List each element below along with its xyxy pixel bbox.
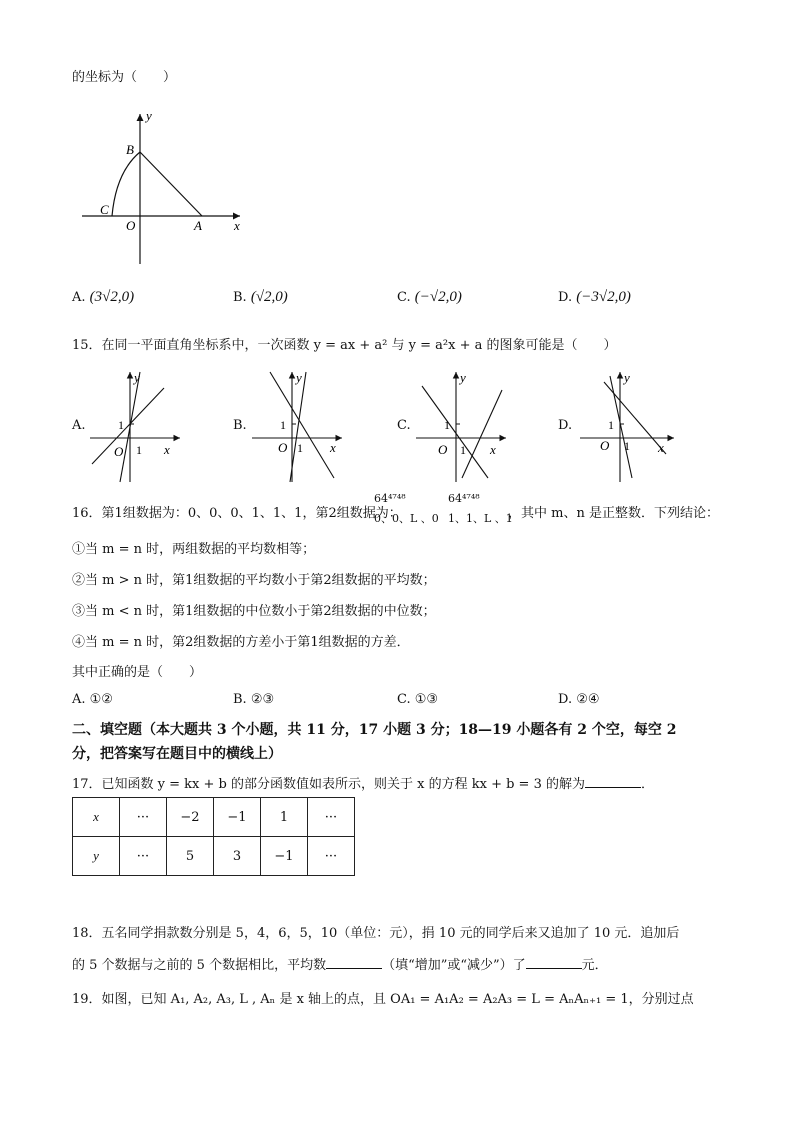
q15-option-b-label: B. <box>233 418 247 433</box>
q17-answer-blank[interactable] <box>585 775 641 788</box>
table-cell: x <box>73 798 120 837</box>
q16-data-group2: 1、1、L 、1 <box>448 512 513 525</box>
label-o: O <box>126 218 136 233</box>
table-cell: −1 <box>214 798 261 837</box>
q17-question: 17．已知函数 y = kx + b 的部分函数值如表所示，则关于 x 的方程 kx + b = 3 的解为 ． <box>72 777 654 792</box>
table-cell: 5 <box>167 837 214 876</box>
svg-text:1: 1 <box>118 418 124 432</box>
svg-text:x: x <box>490 442 496 457</box>
table-cell: ··· <box>120 837 167 876</box>
q17-value-table <box>72 797 355 876</box>
q16-data-group1: 0、0、L 、0 <box>374 512 439 525</box>
label-y: y <box>146 108 152 123</box>
table-row <box>73 798 355 837</box>
q18-question-line2: 的 5 个数据与之前的 5 个数据相比，平均数 （填“增加”或“减少”）了 元． <box>72 958 608 973</box>
segment-ba <box>140 152 202 216</box>
q16-option-b: B. ②③ <box>233 692 275 707</box>
svg-text:O: O <box>600 438 610 453</box>
q15-graph-a <box>88 366 188 484</box>
table-cell: y <box>73 837 120 876</box>
q16-statement-2: ②当 m > n 时，第1组数据的平均数小于第2组数据的平均数； <box>72 573 436 588</box>
svg-text:1: 1 <box>280 418 286 432</box>
q16-statement-3: ③当 m < n 时，第1组数据的中位数小于第2组数据的中位数； <box>72 604 436 619</box>
q15-graph-b <box>250 366 350 484</box>
label-x: x <box>234 218 240 233</box>
table-cell: ··· <box>308 798 355 837</box>
label-b: B <box>126 142 134 157</box>
arc-bc <box>112 152 140 216</box>
svg-text:O: O <box>114 444 124 459</box>
svg-text:x: x <box>658 440 664 455</box>
svg-text:1: 1 <box>297 441 303 455</box>
q16-brace-label-2: 64⁴⁷⁴⁸ <box>448 492 480 505</box>
q18-answer-blank-2[interactable] <box>526 956 582 969</box>
q16-statement-1: ①当 m = n 时，两组数据的平均数相等； <box>72 542 316 557</box>
svg-text:y: y <box>296 370 302 385</box>
svg-text:x: x <box>164 442 170 457</box>
q16-question-part2: ，其中 m、n 是正整数．下列结论： <box>508 506 719 521</box>
q16-option-c: C. ①③ <box>397 692 439 707</box>
q16-option-a: A. ①② <box>72 692 113 707</box>
svg-text:1: 1 <box>624 439 630 453</box>
q15-question: 15．在同一平面直角坐标系中，一次函数 y = ax + a² 与 y = a²x + a 的图象可能是（ ） <box>72 338 617 353</box>
q14-option-b: B. (√2,0) <box>233 289 288 305</box>
table-cell: 1 <box>261 798 308 837</box>
q19-question: 19．如图，已知 A₁, A₂, A₃, L , Aₙ 是 x 轴上的点，且 OA₁ = A₁A₂ = A₂A₃ = L = AₙAₙ₊₁ = 1，分别过点 <box>72 992 694 1007</box>
svg-text:1: 1 <box>136 443 142 457</box>
q14-figure <box>78 104 258 274</box>
svg-text:y: y <box>134 370 140 385</box>
q14-option-a: A. (3√2,0) <box>72 289 135 305</box>
q18-question-line1: 18．五名同学捐款数分别是 5，4，6，5，10（单位：元），捐 10 元的同学后来又追加了 10 元．追加后 <box>72 926 680 941</box>
q16-statement-4: ④当 m = n 时，第2组数据的方差小于第1组数据的方差． <box>72 635 410 650</box>
q14-option-c: C. (−√2,0) <box>397 289 462 305</box>
q16-option-d: D. ②④ <box>558 692 600 707</box>
table-cell: ··· <box>308 837 355 876</box>
svg-text:y: y <box>624 370 630 385</box>
table-cell: −2 <box>167 798 214 837</box>
svg-text:1: 1 <box>444 418 450 432</box>
section-heading-line2: 分，把答案写在题目中的横线上） <box>72 746 282 762</box>
svg-text:O: O <box>438 442 448 457</box>
q14-question-tail: 的坐标为（ ） <box>72 70 177 85</box>
q16-brace-label-1: 64⁴⁷⁴⁸ <box>374 492 406 505</box>
q15-option-d-label: D. <box>558 418 573 433</box>
svg-text:O: O <box>278 440 288 455</box>
label-a: A <box>194 218 202 233</box>
q16-ask: 其中正确的是（ ） <box>72 665 203 680</box>
svg-text:x: x <box>330 440 336 455</box>
q14-option-d: D. (−3√2,0) <box>558 289 631 305</box>
section-heading-line1: 二、填空题（本大题共 3 个小题，共 11 分，17 小题 3 分；18—19 小题各有 2 个空，每空 2 <box>72 722 677 738</box>
q15-option-a-label: A. <box>72 418 86 433</box>
q15-option-c-label: C. <box>397 418 411 433</box>
table-cell: 3 <box>214 837 261 876</box>
q18-answer-blank-1[interactable] <box>326 956 382 969</box>
table-cell: ··· <box>120 798 167 837</box>
table-cell: −1 <box>261 837 308 876</box>
q16-question-part1: 16．第1组数据为：0、0、0、1、1、1，第2组数据为： <box>72 506 402 521</box>
q15-graph-c <box>414 366 514 484</box>
svg-text:1: 1 <box>608 418 614 432</box>
label-c: C <box>100 202 109 217</box>
q15-graph-d <box>578 366 682 484</box>
svg-text:1: 1 <box>460 443 466 457</box>
svg-text:y: y <box>460 370 466 385</box>
table-row <box>73 837 355 876</box>
